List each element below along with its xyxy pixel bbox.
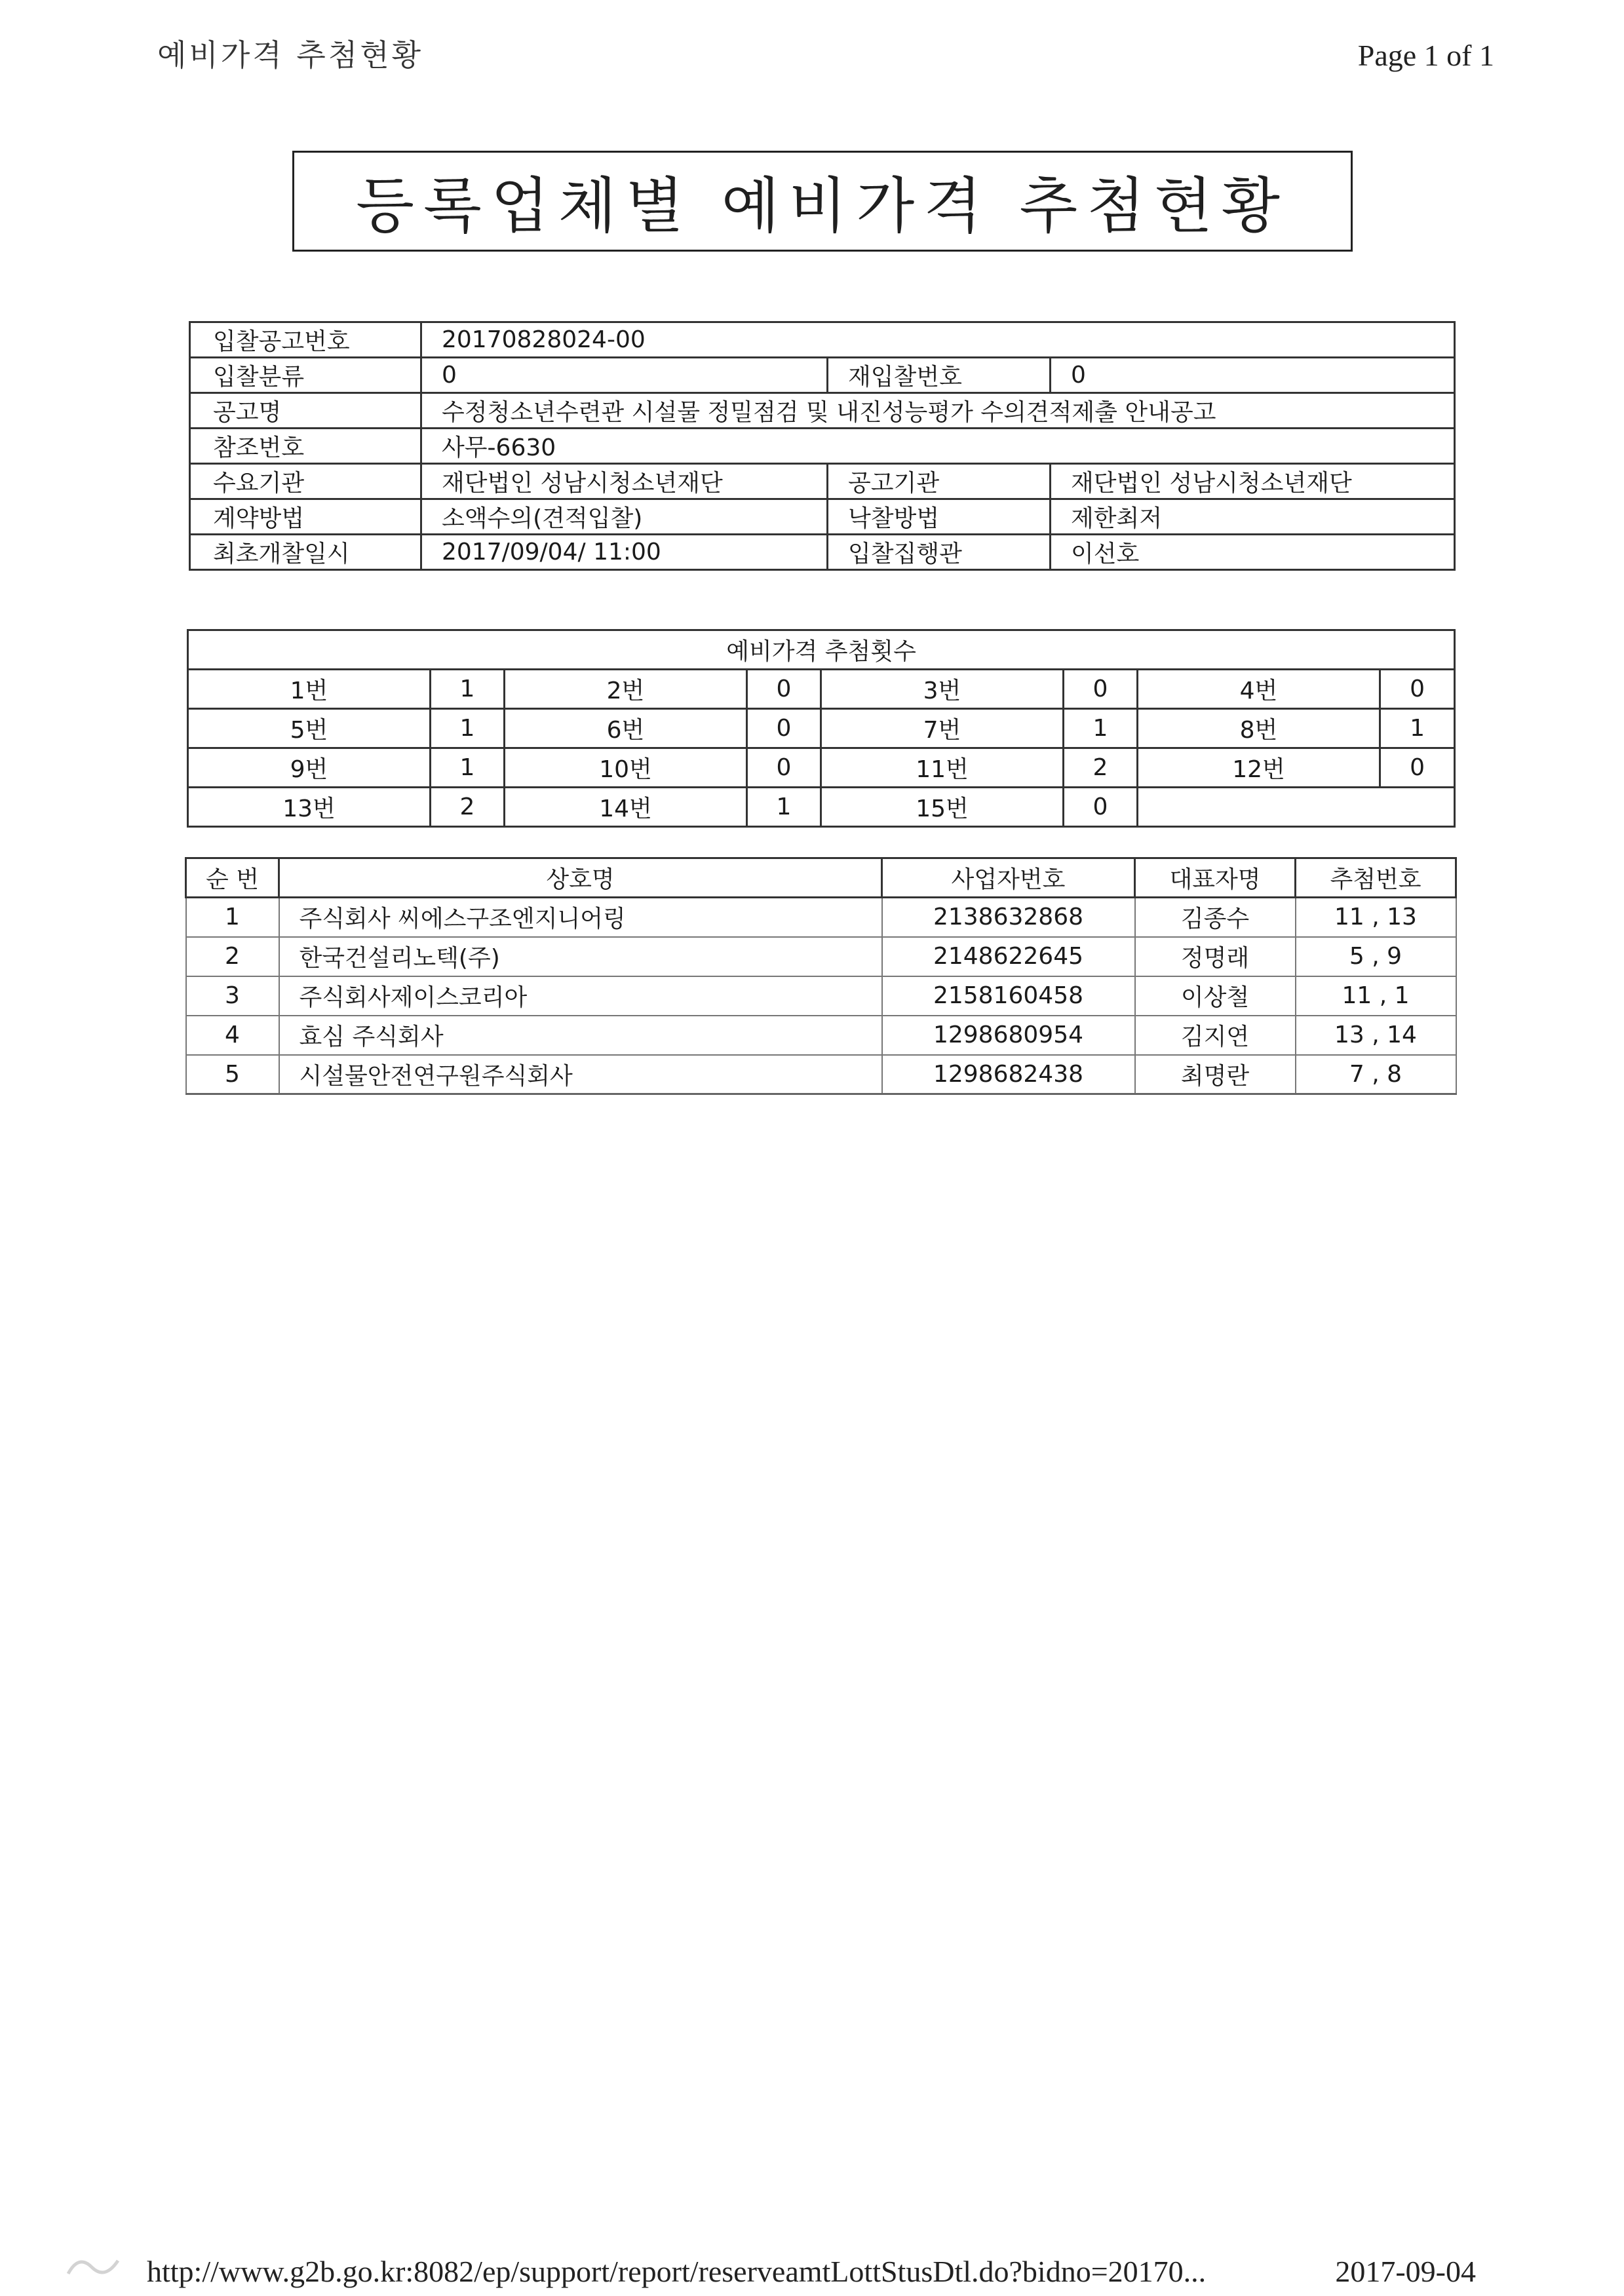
notice-name-value: 수정청소년수련관 시설물 정밀점검 및 내진성능평가 수의견적제출 안내공고 [421,393,1455,429]
draw-heading: 예비가격 추첨횟수 [188,630,1455,670]
draw-empty-cell [1138,788,1455,827]
draw-count: 1 [431,748,505,788]
draw-label: 7번 [821,709,1064,748]
notice-org-value: 재단법인 성남시청소년재단 [1051,464,1455,499]
open-label: 최초개찰일시 [190,535,421,570]
company-name: 효심 주식회사 [279,1016,882,1055]
bid-class-label: 입찰분류 [190,358,421,393]
draw-row [188,788,1455,827]
officer-value: 이선호 [1051,535,1455,570]
rebid-label: 재입찰번호 [828,358,1051,393]
officer-label: 입찰집행관 [828,535,1051,570]
pick-numbers: 11 , 13 [1296,898,1456,937]
draw-count: 1 [1064,709,1138,748]
draw-label: 6번 [505,709,747,748]
draw-label: 14번 [505,788,747,827]
company-header-row [186,858,1456,898]
info-row-bid-no [190,322,1455,358]
header-title: 예비가격 추첨현황 [157,37,424,73]
demand-org-label: 수요기관 [190,464,421,499]
pick-numbers: 5 , 9 [1296,937,1456,976]
table-row [186,937,1456,976]
draw-row [188,670,1455,709]
draw-count: 0 [1380,748,1455,788]
draw-label: 15번 [821,788,1064,827]
demand-org-value: 재단법인 성남시청소년재단 [421,464,828,499]
award-value: 제한최저 [1051,499,1455,535]
col-header-rep: 대표자명 [1135,858,1296,898]
table-row [186,898,1456,937]
draw-label: 3번 [821,670,1064,709]
biz-no: 2148622645 [882,937,1135,976]
company-name: 주식회사 씨에스구조엔지니어링 [279,898,882,937]
info-row-notice-name [190,393,1455,429]
bid-no-value: 20170828024-00 [421,322,1455,358]
draw-count-table [187,629,1456,828]
table-row [186,976,1456,1016]
page-indicator: Page 1 of 1 [1357,39,1494,72]
biz-no: 2138632868 [882,898,1135,937]
notice-org-label: 공고기관 [828,464,1051,499]
bid-no-label: 입찰공고번호 [190,322,421,358]
footer-date: 2017-09-04 [1335,2255,1476,2288]
open-value: 2017/09/04/ 11:00 [421,535,828,570]
pick-numbers: 7 , 8 [1296,1055,1456,1094]
rep-name: 최명란 [1135,1055,1296,1094]
draw-count: 1 [431,709,505,748]
col-header-no: 순 번 [186,858,279,898]
rep-name: 이상철 [1135,976,1296,1016]
draw-label: 5번 [188,709,431,748]
bid-info-table [189,321,1456,571]
draw-count: 0 [1064,670,1138,709]
notice-name-label: 공고명 [190,393,421,429]
pick-numbers: 13 , 14 [1296,1016,1456,1055]
draw-row [188,748,1455,788]
draw-label: 2번 [505,670,747,709]
ref-no-label: 참조번호 [190,429,421,464]
col-header-name: 상호명 [279,858,882,898]
contract-value: 소액수의(견적입찰) [421,499,828,535]
draw-label: 10번 [505,748,747,788]
draw-count: 1 [1380,709,1455,748]
draw-count: 2 [431,788,505,827]
ref-no-value: 사무-6630 [421,429,1455,464]
info-row-orgs [190,464,1455,499]
rep-name: 정명래 [1135,937,1296,976]
draw-label: 1번 [188,670,431,709]
draw-label: 8번 [1138,709,1380,748]
footer-url[interactable]: http://www.g2b.go.kr:8082/ep/support/report/reserveamtLottStusDtl.do?bidno=20170... [147,2255,1207,2288]
info-row-ref-no [190,429,1455,464]
rep-name: 김지연 [1135,1016,1296,1055]
company-name: 주식회사제이스코리아 [279,976,882,1016]
col-header-biz-no: 사업자번호 [882,858,1135,898]
biz-no: 1298682438 [882,1055,1135,1094]
contract-label: 계약방법 [190,499,421,535]
row-no: 2 [186,937,279,976]
draw-count: 0 [1064,788,1138,827]
draw-count: 0 [747,670,821,709]
draw-count: 0 [1380,670,1455,709]
row-no: 4 [186,1016,279,1055]
table-row [186,1016,1456,1055]
bid-class-value: 0 [421,358,828,393]
col-header-picks: 추첨번호 [1296,858,1456,898]
rep-name: 김종수 [1135,898,1296,937]
draw-heading-row [188,630,1455,670]
info-row-open [190,535,1455,570]
draw-label: 11번 [821,748,1064,788]
award-label: 낙찰방법 [828,499,1051,535]
draw-label: 9번 [188,748,431,788]
faint-stamp-icon [66,2248,128,2280]
draw-count: 2 [1064,748,1138,788]
draw-count: 0 [747,709,821,748]
draw-count: 1 [747,788,821,827]
info-row-bid-class [190,358,1455,393]
draw-count: 0 [747,748,821,788]
biz-no: 1298680954 [882,1016,1135,1055]
biz-no: 2158160458 [882,976,1135,1016]
draw-label: 12번 [1138,748,1380,788]
company-name: 시설물안전연구원주식회사 [279,1055,882,1094]
draw-label: 4번 [1138,670,1380,709]
title-box [292,151,1353,252]
draw-label: 13번 [188,788,431,827]
row-no: 3 [186,976,279,1016]
table-row [186,1055,1456,1094]
info-row-methods [190,499,1455,535]
draw-row [188,709,1455,748]
rebid-value: 0 [1051,358,1455,393]
row-no: 5 [186,1055,279,1094]
pick-numbers: 11 , 1 [1296,976,1456,1016]
company-name: 한국건설리노텍(주) [279,937,882,976]
company-table [185,857,1457,1095]
draw-count: 1 [431,670,505,709]
row-no: 1 [186,898,279,937]
document-title: 등록업체별 예비가격 추첨현황 [356,171,1289,241]
